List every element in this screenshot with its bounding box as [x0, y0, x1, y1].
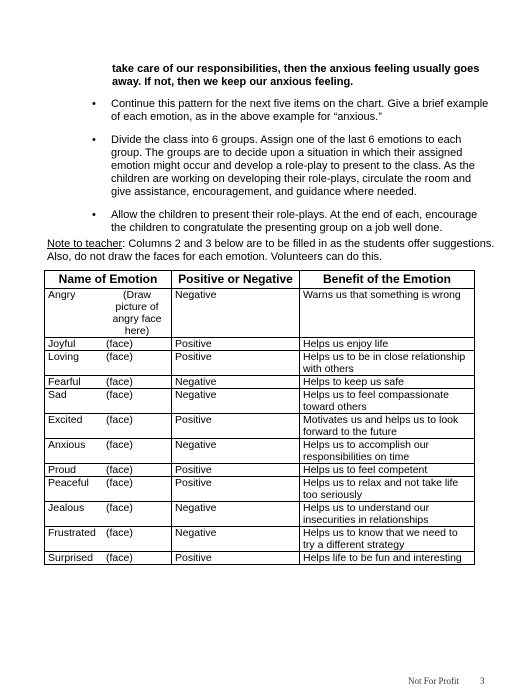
emotion-cell-content — [48, 338, 168, 350]
instruction-item — [92, 209, 494, 235]
table-row — [45, 351, 475, 376]
emotion-name: Joyful — [48, 338, 76, 350]
emotion-cell — [45, 464, 172, 477]
emotions-table — [44, 270, 475, 565]
emotion-benefit-cell: Warns us that something is wrong — [300, 289, 475, 338]
emotion-type-cell: Positive — [172, 351, 300, 376]
emotion-type-cell: Positive — [172, 552, 300, 565]
emotion-cell-content — [48, 289, 168, 337]
emotion-cell-content — [48, 389, 168, 401]
instruction-item — [92, 134, 494, 199]
bullet-icon: • — [92, 98, 96, 110]
face-placeholder: (face) — [106, 351, 133, 363]
emotion-cell — [45, 414, 172, 439]
emotion-name: Jealous — [48, 502, 85, 514]
table-row — [45, 414, 475, 439]
face-placeholder: (face) — [106, 414, 133, 426]
table-row — [45, 338, 475, 351]
page-footer — [408, 676, 488, 686]
emotion-cell-content — [48, 552, 168, 564]
face-placeholder: (face) — [106, 338, 133, 350]
face-placeholder: (Draw picture of angry face here) — [112, 289, 162, 337]
emotion-cell — [45, 552, 172, 565]
header-type: Positive or Negative — [172, 271, 300, 289]
emotion-benefit-cell: Helps us to know that we need to try a different strategy — [300, 527, 475, 552]
emotion-name: Angry — [48, 289, 76, 301]
emotion-name: Sad — [48, 389, 67, 401]
emotion-cell-content — [48, 477, 168, 489]
emotion-benefit-cell: Helps us to feel competent — [300, 464, 475, 477]
emotion-cell-content — [48, 502, 168, 514]
face-placeholder: (face) — [106, 502, 133, 514]
emotion-type-cell: Negative — [172, 389, 300, 414]
table-row — [45, 552, 475, 565]
table-row — [45, 439, 475, 464]
emotion-name: Anxious — [48, 439, 86, 451]
emotion-type-cell: Positive — [172, 464, 300, 477]
table-row — [45, 464, 475, 477]
table-header-row — [45, 271, 475, 289]
emotion-name: Frustrated — [48, 527, 96, 539]
header-emotion: Name of Emotion — [45, 271, 172, 289]
emotion-cell — [45, 389, 172, 414]
emotion-type-cell: Positive — [172, 338, 300, 351]
footer-text: Not For Profit — [408, 676, 460, 686]
instruction-text: Divide the class into 6 groups. Assign one of the last 6 emotions to each group. The groups are to decide upon a situation in which their assigned emotion might occur and develop a role-play to present to the class. As the children are working on developing their role-plays, circulate the room and give assistance, encouragement, and guidance where needed. — [111, 134, 475, 198]
emotion-name: Excited — [48, 414, 83, 426]
emotion-cell — [45, 376, 172, 389]
emotion-benefit-cell: Helps us to be in close relationship with others — [300, 351, 475, 376]
header-benefit: Benefit of the Emotion — [300, 271, 475, 289]
emotion-benefit-cell: Helps us to feel compassionate toward others — [300, 389, 475, 414]
intro-paragraph: take care of our responsibilities, then the anxious feeling usually goes away. If not, then we keep our anxious feeling. — [112, 63, 480, 88]
instruction-text: Continue this pattern for the next five items on the chart. Give a brief example of each emotion, as in the above example for “anxious.” — [111, 98, 489, 123]
emotion-cell-content — [48, 351, 168, 363]
emotion-name: Proud — [48, 464, 77, 476]
emotion-type-cell: Negative — [172, 289, 300, 338]
table-row — [45, 289, 475, 338]
emotion-cell — [45, 338, 172, 351]
face-placeholder: (face) — [106, 477, 133, 489]
table-row — [45, 376, 475, 389]
emotion-benefit-cell: Helps us to accomplish our responsibilities on time — [300, 439, 475, 464]
emotion-benefit-cell: Helps to keep us safe — [300, 376, 475, 389]
face-placeholder: (face) — [106, 464, 133, 476]
emotion-cell-content — [48, 464, 168, 476]
emotion-name: Peaceful — [48, 477, 89, 489]
emotion-type-cell: Positive — [172, 477, 300, 502]
instruction-list — [92, 98, 494, 245]
teacher-note — [47, 238, 497, 264]
emotion-cell — [45, 527, 172, 552]
emotion-benefit-cell: Helps us to understand our insecurities in relationships — [300, 502, 475, 527]
emotion-type-cell: Negative — [172, 527, 300, 552]
emotion-type-cell: Negative — [172, 439, 300, 464]
emotion-cell-content — [48, 439, 168, 451]
table-body — [45, 289, 475, 565]
emotion-cell — [45, 351, 172, 376]
face-placeholder: (face) — [106, 389, 133, 401]
table-row — [45, 389, 475, 414]
face-placeholder: (face) — [106, 527, 133, 539]
table-row — [45, 527, 475, 552]
bullet-icon: • — [92, 209, 96, 221]
emotion-benefit-cell: Motivates us and helps us to look forward to the future — [300, 414, 475, 439]
emotion-benefit-cell: Helps us enjoy life — [300, 338, 475, 351]
emotion-type-cell: Negative — [172, 376, 300, 389]
table-row — [45, 502, 475, 527]
emotion-benefit-cell: Helps us to relax and not take life too seriously — [300, 477, 475, 502]
face-placeholder: (face) — [106, 376, 133, 388]
emotion-type-cell: Negative — [172, 502, 300, 527]
emotion-cell — [45, 439, 172, 464]
emotion-cell-content — [48, 414, 168, 426]
face-placeholder: (face) — [106, 439, 133, 451]
note-label: Note to teacher — [47, 238, 123, 250]
emotion-cell — [45, 477, 172, 502]
note-text: : Columns 2 and 3 below are to be filled in as the students offer suggestions. Also, do not draw the faces for each emotion. Volunteers can do this. — [47, 238, 495, 263]
instruction-text: Allow the children to present their role-plays. At the end of each, encourage the children to congratulate the presenting group on a job well done. — [111, 209, 478, 234]
emotion-cell — [45, 289, 172, 338]
emotion-type-cell: Positive — [172, 414, 300, 439]
bullet-icon: • — [92, 134, 96, 146]
emotion-name: Surprised — [48, 552, 93, 564]
emotion-benefit-cell: Helps life to be fun and interesting — [300, 552, 475, 565]
table-row — [45, 477, 475, 502]
emotion-cell — [45, 502, 172, 527]
emotion-name: Loving — [48, 351, 79, 363]
face-placeholder: (face) — [106, 552, 133, 564]
instruction-item — [92, 98, 494, 124]
emotion-cell-content — [48, 376, 168, 388]
emotion-name: Fearful — [48, 376, 81, 388]
emotion-cell-content — [48, 527, 168, 539]
page-number: 3 — [480, 676, 485, 686]
